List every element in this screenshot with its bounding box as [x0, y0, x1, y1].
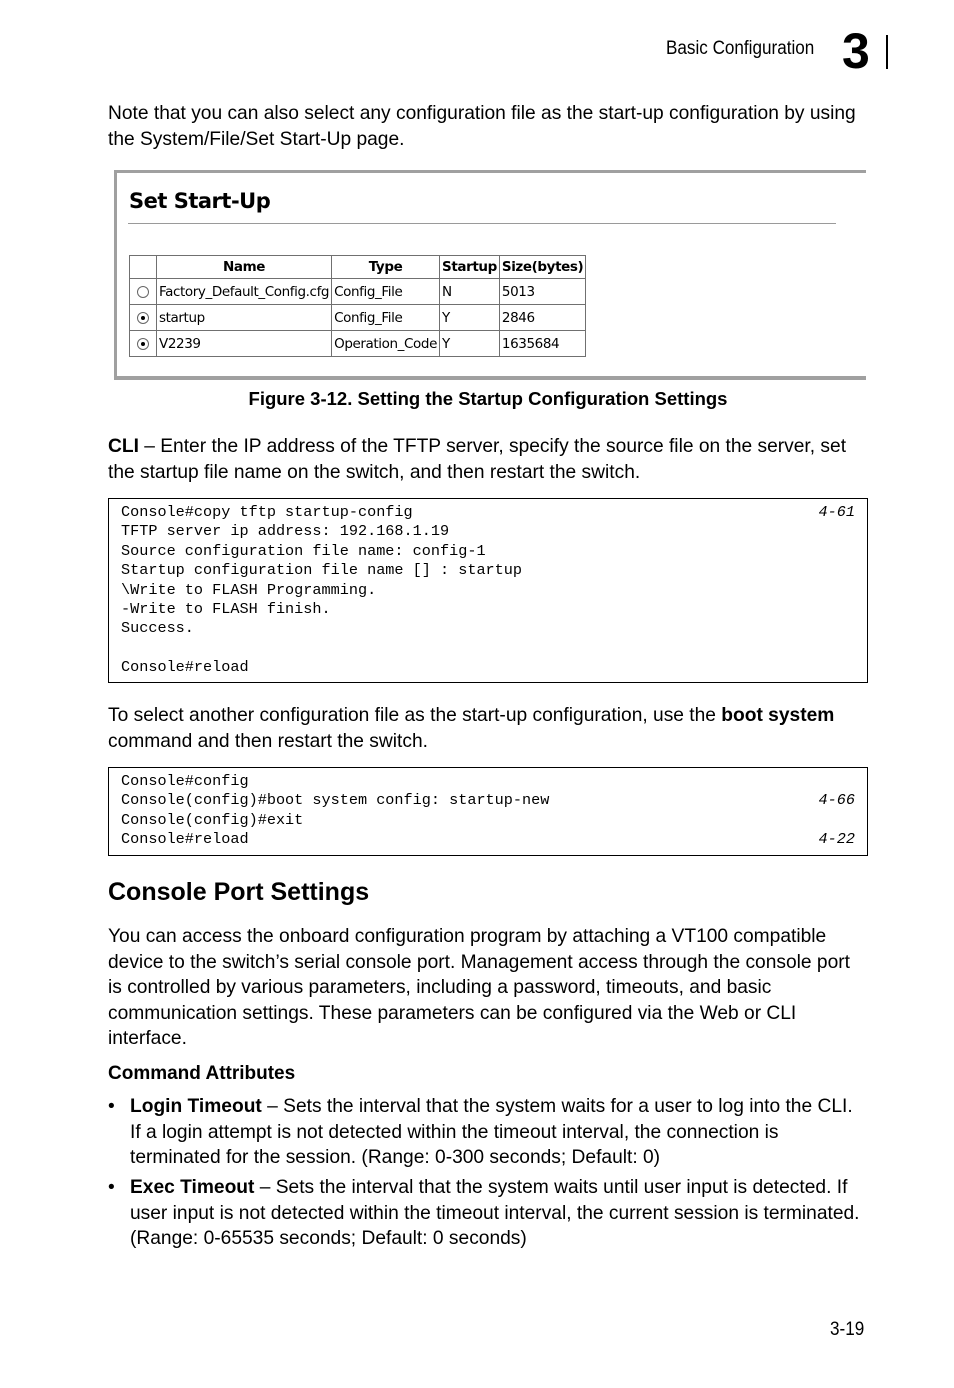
- column-header-startup: Startup: [440, 256, 500, 279]
- table-header-row: [130, 256, 586, 279]
- code-line: Console(config)#exit: [121, 810, 304, 829]
- file-name-cell: V2239: [157, 331, 332, 357]
- row-select-cell[interactable]: [130, 331, 157, 357]
- figure-caption: Figure 3-12. Setting the Startup Configuration Settings: [248, 388, 728, 409]
- screenshot-title: Set Start-Up: [129, 189, 271, 213]
- code-line: Console(config)#boot system config: startup-new 4-66: [121, 791, 855, 810]
- startup-flag-cell: N: [440, 279, 500, 305]
- radio-button-selected[interactable]: [137, 312, 149, 324]
- startup-file-table: [129, 255, 586, 357]
- code-line: Console#config: [121, 772, 249, 790]
- cli-paragraph: [108, 434, 868, 485]
- file-size-cell: 5013: [499, 279, 585, 305]
- radio-button[interactable]: [137, 286, 149, 298]
- code-block-boot: [108, 767, 868, 856]
- table-row: [130, 279, 586, 305]
- attribute-term: Exec Timeout: [130, 1177, 255, 1198]
- bullet-marker: •: [108, 1177, 115, 1198]
- startup-flag-cell: Y: [440, 305, 500, 331]
- radio-button-selected[interactable]: [137, 338, 149, 350]
- command-reference: 4-66: [818, 791, 855, 810]
- section-heading: Console Port Settings: [108, 878, 370, 906]
- chapter-number: 3: [842, 23, 870, 79]
- intro-paragraph: Note that you can also select any configuration file as the start-up configuration by using the System/File/Set Start-Up page.: [108, 103, 856, 150]
- row-select-cell[interactable]: [130, 305, 157, 331]
- file-type-cell: Operation_Code: [332, 331, 440, 357]
- page-number: 3-19: [830, 1319, 865, 1340]
- cli-label: CLI: [108, 436, 139, 457]
- code-line: Console#reload: [121, 658, 249, 677]
- header-divider: [886, 35, 888, 69]
- command-reference: 4-61: [818, 503, 855, 521]
- file-type-cell: Config_File: [332, 305, 440, 331]
- section-paragraph: You can access the onboard configuration program by attaching a VT100 compatible device to the switch’s serial console port. Management access through the console port is controlled by various parameters, including a password, timeouts, and basic communication settings. These parameters can be configured via the Web or CLI interface.: [108, 926, 850, 1049]
- startup-flag-cell: Y: [440, 331, 500, 357]
- code-block-tftp: [108, 498, 868, 683]
- file-name-cell: startup: [157, 305, 332, 331]
- table-row: [130, 305, 586, 331]
- code-line: \Write to FLASH Programming.: [121, 580, 377, 599]
- command-reference: 4-22: [818, 830, 855, 849]
- attributes-heading: Command Attributes: [108, 1063, 296, 1084]
- column-header-size: Size(bytes): [499, 256, 585, 279]
- attribute-item-exec-timeout: [108, 1175, 868, 1252]
- code-line: Console#reload 4-22: [121, 830, 855, 849]
- code-line: Source configuration file name: config-1: [121, 541, 486, 560]
- column-header-select: [130, 256, 157, 279]
- code-line: [121, 639, 855, 658]
- file-size-cell: 1635684: [499, 331, 585, 357]
- attribute-description: – Sets the interval that the system waits for a user to log into the CLI. If a login attempt is not detected within the timeout interval, the connection is terminated for the session. (Range: 0-300 seconds; Default: 0): [130, 1096, 853, 1168]
- attribute-item-login-timeout: [108, 1094, 868, 1171]
- running-header-title: Basic Configuration: [666, 38, 815, 59]
- attribute-term: Login Timeout: [130, 1096, 262, 1117]
- file-size-cell: 2846: [499, 305, 585, 331]
- code-line: -Write to FLASH finish.: [121, 599, 331, 618]
- screenshot-title-rule: [128, 223, 836, 224]
- table-row: [130, 331, 586, 357]
- column-header-type: Type: [332, 256, 440, 279]
- code-line: Success.: [121, 619, 194, 638]
- file-type-cell: Config_File: [332, 279, 440, 305]
- code-line: Console#copy tftp startup-config 4-61: [121, 503, 855, 521]
- code-line: TFTP server ip address: 192.168.1.19: [121, 522, 450, 541]
- boot-system-paragraph: To select another configuration file as the start-up configuration, use the boot system command and then restart the switch.: [108, 705, 835, 752]
- column-header-name: Name: [157, 256, 332, 279]
- file-name-cell: Factory_Default_Config.cfg: [157, 279, 332, 305]
- set-startup-screenshot: [114, 170, 866, 380]
- cli-description: – Enter the IP address of the TFTP server, specify the source file on the server, set the startup file name on the switch, and then restart the switch.: [108, 436, 847, 483]
- screenshot-frame: [114, 170, 117, 380]
- boot-system-command: boot system: [721, 705, 835, 726]
- attribute-description: – Sets the interval that the system waits until user input is detected. If user input is not detected within the timeout interval, the current session is terminated. (Range: 0-65535 seconds; Default: 0 seconds): [130, 1177, 860, 1249]
- code-line: Startup configuration file name [] : startup: [121, 561, 523, 580]
- row-select-cell[interactable]: [130, 279, 157, 305]
- screenshot-frame: [114, 376, 866, 380]
- bullet-marker: •: [108, 1096, 115, 1117]
- screenshot-frame: [114, 170, 866, 173]
